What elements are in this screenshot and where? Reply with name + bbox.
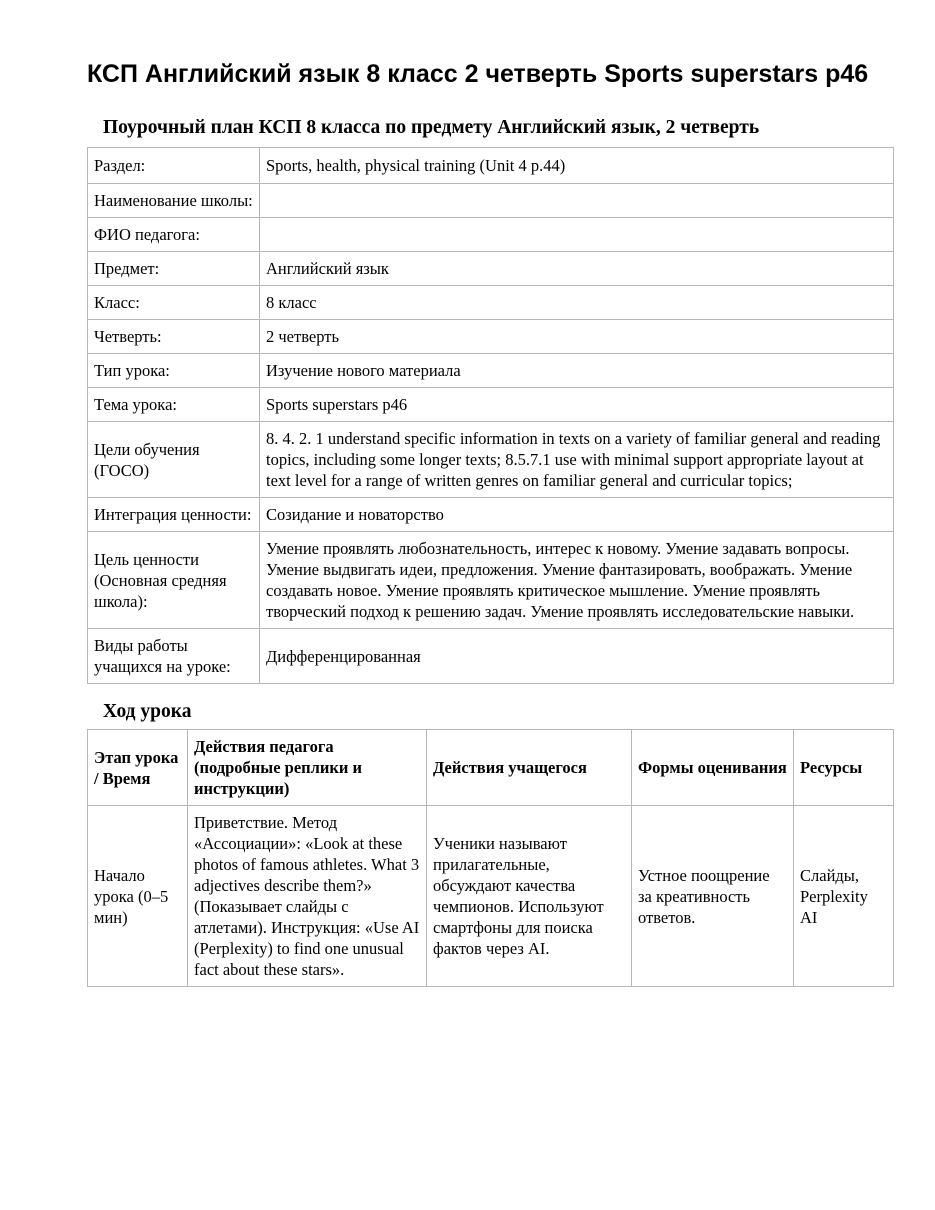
plan-heading: Поурочный план КСП 8 класса по предмету Английский язык, 2 четверть bbox=[103, 117, 760, 138]
table-row bbox=[88, 286, 894, 320]
stage-cell: Начало урока (0–5 мин) bbox=[88, 806, 188, 987]
table-header-row bbox=[88, 730, 894, 806]
info-label: Цель ценности (Основная средняя школа): bbox=[88, 532, 260, 629]
lesson-info-table bbox=[87, 147, 894, 684]
table-row bbox=[88, 422, 894, 498]
table-row bbox=[88, 388, 894, 422]
table-row bbox=[88, 498, 894, 532]
info-label: Тема урока: bbox=[88, 388, 260, 422]
info-value: Английский язык bbox=[260, 252, 894, 286]
teacher-actions-cell: Приветствие. Метод «Ассоциации»: «Look at these photos of famous athletes. What 3 adjectives describe them?» (Показывает слайды с атлетами). Инструкция: «Use AI (Perplexity) to find one unusual fact about these stars». bbox=[188, 806, 427, 987]
table-row bbox=[88, 184, 894, 218]
info-label: Виды работы учащихся на уроке: bbox=[88, 629, 260, 684]
info-value bbox=[260, 184, 894, 218]
info-value: Умение проявлять любознательность, интерес к новому. Умение задавать вопросы. Умение выдвигать идеи, предложения. Умение фантазировать, воображать. Умение создавать новое. Умение проявлять критическое мышление. Умение проявлять творческий подход к решению задач. Умение проявлять исследовательские навыки. bbox=[260, 532, 894, 629]
table-row bbox=[88, 218, 894, 252]
info-value: Дифференцированная bbox=[260, 629, 894, 684]
table-row bbox=[88, 806, 894, 987]
assessment-cell: Устное поощрение за креативность ответов. bbox=[632, 806, 794, 987]
info-value: Sports superstars p46 bbox=[260, 388, 894, 422]
info-label: Раздел: bbox=[88, 148, 260, 184]
info-value: Sports, health, physical training (Unit 4 p.44) bbox=[260, 148, 894, 184]
column-header-student-actions: Действия учащегося bbox=[427, 730, 632, 806]
info-value: 8 класс bbox=[260, 286, 894, 320]
document-title: КСП Английский язык 8 класс 2 четверть Sports superstars p46 bbox=[87, 60, 869, 88]
table-row bbox=[88, 532, 894, 629]
info-label: Наименование школы: bbox=[88, 184, 260, 218]
table-row bbox=[88, 629, 894, 684]
info-label: Класс: bbox=[88, 286, 260, 320]
info-value: Изучение нового материала bbox=[260, 354, 894, 388]
table-row bbox=[88, 354, 894, 388]
column-header-assessment: Формы оценивания bbox=[632, 730, 794, 806]
info-label: Четверть: bbox=[88, 320, 260, 354]
resources-cell: Слайды, Perplexity AI bbox=[794, 806, 894, 987]
column-header-teacher-actions: Действия педагога (подробные реплики и инструкции) bbox=[188, 730, 427, 806]
info-label: Предмет: bbox=[88, 252, 260, 286]
info-value: Созидание и новаторство bbox=[260, 498, 894, 532]
info-value: 8. 4. 2. 1 understand specific information in texts on a variety of familiar general and reading topics, including some longer texts; 8.5.7.1 use with minimal support appropriate layout at text level for a range of written genres on familiar general and curricular topics; bbox=[260, 422, 894, 498]
column-header-resources: Ресурсы bbox=[794, 730, 894, 806]
info-label: ФИО педагога: bbox=[88, 218, 260, 252]
document-page bbox=[87, 58, 893, 987]
course-heading: Ход урока bbox=[103, 701, 192, 722]
table-row bbox=[88, 320, 894, 354]
table-row bbox=[88, 148, 894, 184]
table-row bbox=[88, 252, 894, 286]
info-label: Тип урока: bbox=[88, 354, 260, 388]
info-value bbox=[260, 218, 894, 252]
info-label: Цели обучения (ГОСО) bbox=[88, 422, 260, 498]
info-value: 2 четверть bbox=[260, 320, 894, 354]
info-label: Интеграция ценности: bbox=[88, 498, 260, 532]
lesson-course-table bbox=[87, 729, 894, 987]
column-header-stage: Этап урока / Время bbox=[88, 730, 188, 806]
student-actions-cell: Ученики называют прилагательные, обсуждают качества чемпионов. Используют смартфоны для поиска фактов через AI. bbox=[427, 806, 632, 987]
